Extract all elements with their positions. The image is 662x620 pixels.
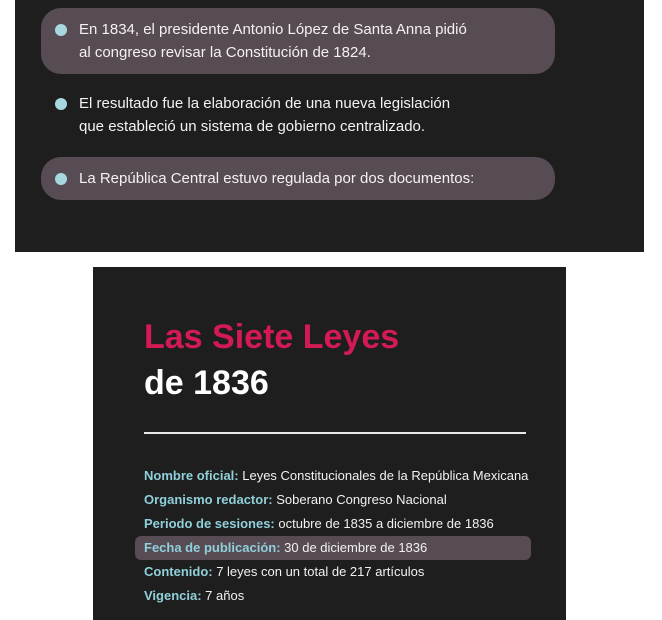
fact-label: Organismo redactor:	[144, 492, 273, 507]
fact-label: Vigencia:	[144, 588, 202, 603]
fact-label: Contenido:	[144, 564, 213, 579]
divider-rule	[144, 432, 526, 434]
intro-bullet-1	[41, 8, 555, 74]
intro-bullet-text: El resultado fue la elaboración de una nueva legislación que estableció un sistema de gobierno centralizado.	[79, 95, 451, 135]
fact-row-nombre-oficial	[135, 464, 531, 488]
fact-list	[135, 464, 531, 608]
fact-value: 30 de diciembre de 1836	[280, 540, 428, 555]
fact-value: 7 años	[201, 588, 245, 603]
fact-row-fecha-publicacion	[135, 536, 531, 560]
intro-bullet-2	[41, 84, 555, 140]
fact-label: Nombre oficial:	[144, 468, 239, 483]
fact-value: 7 leyes con un total de 217 artículos	[212, 564, 425, 579]
fact-row-periodo-sesiones	[135, 512, 531, 536]
fact-value: Soberano Congreso Nacional	[272, 492, 447, 507]
fact-label: Fecha de publicación:	[144, 540, 281, 555]
bullet-dot-icon	[55, 24, 67, 36]
bullet-dot-icon	[55, 173, 67, 185]
intro-bullet-3	[41, 157, 555, 200]
intro-bullet-text: En 1834, el presidente Antonio López de Santa Anna pidió al congreso revisar la Constitución de 1824.	[79, 21, 467, 61]
siete-leyes-card	[93, 267, 566, 620]
card-title-line-1: Las Siete Leyes	[144, 318, 400, 356]
bullet-dot-icon	[55, 98, 67, 110]
fact-row-organismo-redactor	[135, 488, 531, 512]
card-title-line-2: de 1836	[144, 364, 269, 402]
intro-bullet-text: La República Central estuvo regulada por dos documentos:	[79, 170, 475, 187]
fact-row-vigencia	[135, 584, 531, 608]
fact-value: octubre de 1835 a diciembre de 1836	[274, 516, 494, 531]
fact-value: Leyes Constitucionales de la República Mexicana	[238, 468, 529, 483]
fact-label: Periodo de sesiones:	[144, 516, 275, 531]
fact-row-contenido	[135, 560, 531, 584]
intro-panel	[15, 0, 644, 252]
